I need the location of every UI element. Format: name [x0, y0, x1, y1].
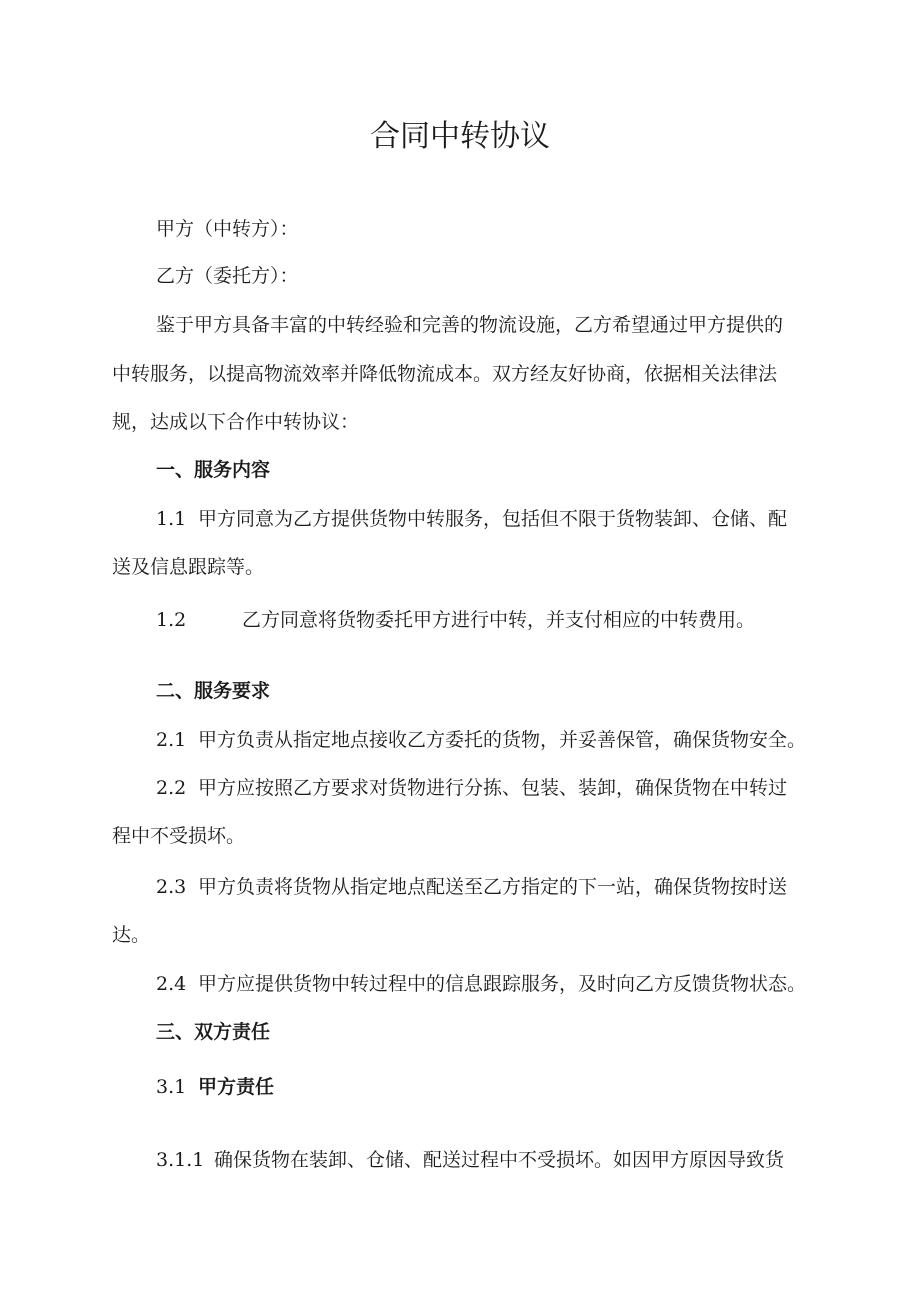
clause-number: 2.1	[156, 729, 187, 751]
section-2-heading: 二、服务要求	[156, 680, 271, 702]
preamble-line-3: 规，达成以下合作中转协议：	[112, 411, 360, 433]
section-1-heading: 一、服务内容	[156, 459, 271, 481]
clause-number: 2.2	[156, 777, 187, 799]
document-title: 合同中转协议	[370, 119, 550, 154]
clause-text: 甲方负责从指定地点接收乙方委托的货物，并妥善保管，确保货物安全。	[198, 729, 807, 751]
clause-text: 确保货物在装卸、仓储、配送过程中不受损坏。如因甲方原因导致货	[214, 1149, 785, 1171]
clause-number: 2.3	[156, 876, 187, 898]
subsection-heading: 甲方责任	[198, 1076, 275, 1098]
clause-2-4	[156, 970, 806, 998]
clause-2-1	[156, 726, 806, 754]
party-a-label: 甲方（中转方）：	[156, 218, 299, 240]
clause-2-2	[156, 774, 787, 802]
clause-number: 2.4	[156, 973, 187, 995]
preamble-line-1: 鉴于甲方具备丰富的中转经验和完善的物流设施，乙方希望通过甲方提供的	[156, 314, 784, 336]
clause-number: 3.1	[156, 1076, 187, 1098]
clause-2-3	[156, 873, 787, 901]
section-3-heading: 三、双方责任	[156, 1021, 271, 1043]
clause-1-2	[156, 606, 755, 634]
clause-number: 3.1.1	[156, 1149, 205, 1171]
clause-3-1	[156, 1073, 274, 1101]
clause-text: 乙方同意将货物委托甲方进行中转，并支付相应的中转费用。	[242, 609, 756, 631]
clause-3-1-1	[156, 1146, 784, 1174]
clause-2-2-cont: 程中不受损坏。	[112, 825, 246, 847]
preamble-line-2: 中转服务，以提高物流效率并降低物流成本。双方经友好协商，依据相关法律法	[112, 363, 778, 385]
clause-2-3-cont: 达。	[112, 924, 151, 946]
clause-text: 甲方应提供货物中转过程中的信息跟踪服务，及时向乙方反馈货物状态。	[198, 973, 807, 995]
clause-text: 甲方负责将货物从指定地点配送至乙方指定的下一站，确保货物按时送	[198, 876, 788, 898]
clause-1-1	[156, 505, 787, 533]
clause-text: 甲方同意为乙方提供货物中转服务，包括但不限于货物装卸、仓储、配	[198, 508, 788, 530]
party-b-label: 乙方（委托方）：	[156, 265, 299, 287]
clause-number: 1.1	[156, 508, 187, 530]
clause-1-1-cont: 送及信息跟踪等。	[112, 556, 265, 578]
clause-text: 甲方应按照乙方要求对货物进行分拣、包装、装卸，确保货物在中转过	[198, 777, 788, 799]
clause-number: 1.2	[156, 609, 187, 631]
